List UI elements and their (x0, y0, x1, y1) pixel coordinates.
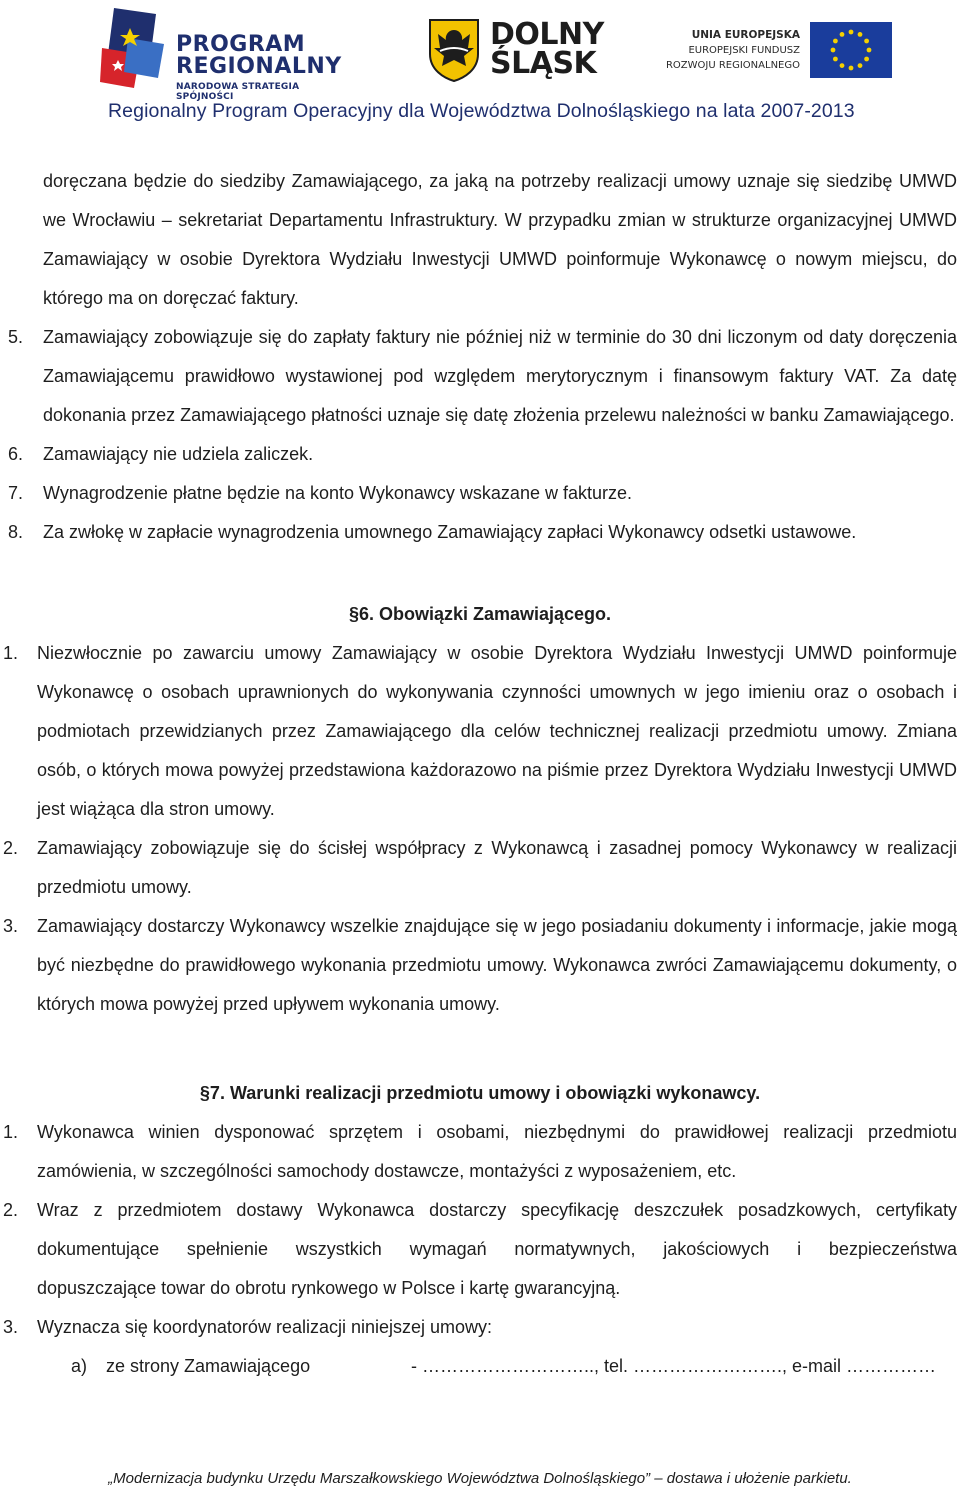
list-number: 8. (8, 522, 24, 542)
section-6-title: §6. Obowiązki Zamawiającego. (348, 604, 612, 624)
list-item-text: Za zwłokę w zapłacie wynagrodzenia umownego Zamawiający zapłaci Wykonawcy odsetki ustawowe. (43, 522, 857, 542)
list-number: 5. (8, 327, 24, 347)
coordinator-fill-in: - ……………………….., tel. ……………………., e-mail …………… (411, 1356, 937, 1376)
header-caption: Regionalny Program Operacyjny dla Województwa Dolnośląskiego na lata 2007-2013 (108, 100, 855, 122)
list-item-text: Zamawiający nie udziela zaliczek. (43, 444, 314, 464)
list-number: 7. (8, 483, 24, 503)
eu-logo-line1: UNIA EUROPEJSKA (691, 29, 800, 41)
sub-list-label: a) (71, 1356, 88, 1376)
list-item-text: Wykonawca winien dysponować sprzętem i osobami, niezbędnymi do prawidłowej realizacji przedmiotu zamówienia, w szczególności samochody dostawcze, montażyści z wyposażeniem, etc. (37, 1122, 957, 1181)
sub-list-item (0, 1347, 957, 1386)
list-item (0, 513, 957, 552)
list-item (0, 1113, 957, 1191)
list-number: 2. (3, 1200, 19, 1220)
section-7-title: §7. Warunki realizacji przedmiotu umowy i obowiązki wykonawcy. (199, 1083, 761, 1103)
list-item (0, 1308, 957, 1347)
list-item-text: Zamawiający zobowiązuje się do ścisłej współpracy z Wykonawcą i zasadnej pomocy Wykonawcy w realizacji przedmiotu umowy. (37, 838, 957, 897)
dolny-slask-logo (428, 18, 608, 84)
paragraph-continued: doręczana będzie do siedziby Zamawiającego, za jaką na potrzeby realizacji umowy uznaje się siedzibę UMWD we Wrocławiu – sekretariat Departamentu Infrastruktury. W przypadku zmian w strukturze organizacyjnej UMWD Zamawiający w osobie Dyrektora Wydziału Inwestycji UMWD poinformuje Wykonawcę o nowym miejscu, do którego ma on doręczać faktury. (43, 171, 957, 308)
eagle-crest-icon (428, 18, 480, 82)
program-logo-line3: NARODOWA STRATEGIA SPÓJNOŚCI (176, 82, 300, 102)
list-number: 6. (8, 444, 24, 464)
list-item (0, 435, 957, 474)
list-number: 3. (3, 1317, 19, 1337)
list-item (0, 1191, 957, 1308)
eu-logo (660, 22, 892, 84)
program-regionalny-mark-icon (100, 8, 164, 88)
list-item (0, 474, 957, 513)
list-item-text: Zamawiający zobowiązuje się do zapłaty faktury nie później niż w terminie do 30 dni liczonym od daty doręczenia Zamawiającemu prawidłowo wystawionej pod względem merytorycznym i finansowym faktury VAT. Za datę dokonania przez Zamawiającego płatności uznaje się datę złożenia przelewu należności w banku Zamawiającego. (43, 327, 957, 425)
eu-flag-icon (810, 22, 892, 78)
eu-logo-line3: ROZWOJU REGIONALNEGO (665, 60, 800, 71)
list-item (0, 318, 957, 435)
list-item (0, 634, 957, 829)
list-item (0, 829, 957, 907)
program-regionalny-logo (100, 8, 342, 102)
dolny-logo-line2: ŚLĄSK (490, 46, 597, 81)
dolny-logo-line1: DOLNY (490, 17, 604, 52)
coordinator-party: ze strony Zamawiającego (106, 1356, 311, 1376)
program-logo-line1: PROGRAM (176, 32, 306, 57)
list-item (0, 907, 957, 1024)
list-number: 1. (3, 643, 19, 663)
list-number: 3. (3, 916, 19, 936)
program-logo-line2: REGIONALNY (176, 54, 342, 79)
list-item-text: Wyznacza się koordynatorów realizacji niniejszej umowy: (37, 1317, 493, 1337)
list-item-text-line: dokumentujące spełnienie wszystkich wymagań normatywnych, jakościowych i bezpieczeństwa (37, 1239, 957, 1259)
list-number: 1. (3, 1122, 19, 1142)
page-header (0, 0, 960, 130)
eu-logo-line2: EUROPEJSKI FUNDUSZ (688, 45, 800, 56)
list-item-text-line: Wraz z przedmiotem dostawy Wykonawca dostarczy specyfikację deszczułek posadzkowych, certyfikaty (37, 1200, 957, 1220)
list-item-text-line: dopuszczające towar do obrotu rynkowego w Polsce i kartę gwarancyjną. (37, 1278, 621, 1298)
page-footer: „Modernizacja budynku Urzędu Marszałkowskiego Województwa Dolnośląskiego” – dostawa i ułożenie parkietu. (108, 1470, 852, 1487)
list-item-text: Wynagrodzenie płatne będzie na konto Wykonawcy wskazane w fakturze. (43, 483, 632, 503)
document-body (0, 162, 960, 1386)
list-item-text: Zamawiający dostarczy Wykonawcy wszelkie znajdujące się w jego posiadaniu dokumenty i informacje, jakie mogą być niezbędne do prawidłowego wykonania przedmiotu umowy. Wykonawca zwróci Zamawiającemu dokumenty, o których mowa powyżej przed upływem wykonania umowy. (37, 916, 957, 1014)
list-item-text: Niezwłocznie po zawarciu umowy Zamawiający w osobie Dyrektora Wydziału Inwestycji UMWD poinformuje Wykonawcę o osobach uprawnionych do wykonywania czynności umownych w jego imieniu oraz o osobach i podmiotach przewidzianych przez Zamawiającego dla celów technicznej realizacji przedmiotu umowy. Zmiana osób, o których mowa powyżej przedstawiona każdorazowo na piśmie przez Dyrektora Wydziału Inwestycji UMWD jest wiążąca dla stron umowy. (37, 643, 957, 819)
list-number: 2. (3, 838, 19, 858)
